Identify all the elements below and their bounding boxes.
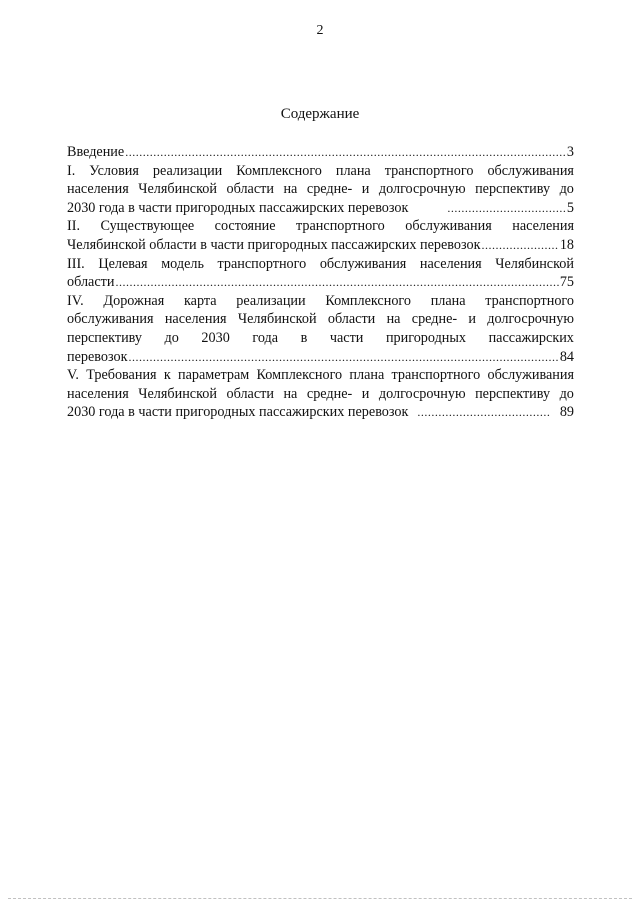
toc-entry-line (67, 348, 574, 367)
toc-word: Требования (86, 367, 157, 384)
toc-page-number: 3 (566, 144, 574, 160)
toc-word: населения (164, 311, 227, 328)
toc-word: IV. (67, 292, 84, 309)
toc-page-number: 84 (559, 348, 574, 365)
toc-word: Челябинской (495, 255, 574, 272)
toc-word: Комплексного (236, 162, 322, 179)
toc-page-number: 75 (559, 274, 574, 291)
toc-entry-line (67, 385, 574, 404)
toc-word: транспортного (296, 218, 385, 235)
toc-entry-introduction[interactable] (67, 143, 574, 162)
toc-word: состояние (214, 218, 276, 235)
dot-leader (115, 273, 558, 292)
toc-entry-line (67, 255, 574, 274)
toc-entry-section-1[interactable] (67, 162, 574, 218)
dot-leader (128, 348, 558, 367)
toc-word: до (559, 385, 574, 402)
toc-word: реализации (152, 162, 223, 179)
toc-word: III. (67, 255, 85, 272)
toc-word: средне- (306, 181, 353, 198)
toc-word: плана (349, 367, 385, 384)
toc-word: модель (161, 255, 204, 272)
scan-edge (8, 898, 632, 899)
toc-word: средне- (306, 385, 353, 402)
toc-word: обслуживания (67, 311, 154, 328)
toc-entry-title: области (67, 274, 115, 291)
dot-leader (125, 143, 566, 162)
toc-word: долгосрочную (487, 311, 574, 328)
toc-word: на (283, 385, 298, 402)
toc-word: к (163, 367, 171, 384)
toc-entry-section-2[interactable] (67, 217, 574, 254)
toc-word: на (283, 181, 298, 198)
toc-word: в (300, 329, 308, 346)
toc-word: населения (512, 218, 574, 235)
toc-word: карта (183, 292, 217, 309)
toc-word: пригородных (385, 329, 467, 346)
toc-entry-title: перевозок (67, 348, 128, 365)
toc-entry-title: Введение (67, 144, 125, 160)
toc-word: II. (67, 218, 80, 235)
toc-word: года (252, 329, 279, 346)
table-of-contents (67, 143, 574, 422)
toc-word: обслуживания (319, 255, 407, 272)
toc-word: Условия (89, 162, 139, 179)
toc-word: перспективу (475, 181, 551, 198)
toc-word: долгосрочную (378, 385, 466, 402)
toc-entry-section-4[interactable] (67, 292, 574, 366)
toc-title: Содержание (280, 106, 360, 122)
dot-leader (447, 199, 566, 218)
toc-word: области (226, 181, 274, 198)
toc-entry-line (67, 199, 574, 218)
toc-word: Целевая (98, 255, 148, 272)
toc-word: плана (430, 292, 466, 309)
toc-word: перспективу (67, 329, 142, 346)
toc-word: и (468, 311, 476, 328)
toc-word: реализации (236, 292, 306, 309)
toc-word: Челябинской (138, 181, 217, 198)
toc-entry-title: 2030 года в части пригородных пассажирских перевозок (67, 404, 409, 421)
toc-entry-section-5[interactable] (67, 366, 574, 422)
toc-entry-line (67, 180, 574, 199)
toc-word: Комплексного (256, 367, 343, 384)
toc-word: и (361, 181, 370, 198)
toc-word: части (329, 329, 364, 346)
toc-page-number: 89 (559, 404, 574, 421)
toc-word: Комплексного (325, 292, 411, 309)
toc-word: 2030 (201, 329, 230, 346)
toc-entry-line (67, 292, 574, 311)
toc-word: до (559, 181, 574, 198)
toc-word: V. (67, 367, 79, 384)
toc-entry-line (67, 329, 574, 348)
toc-word: Челябинской (138, 385, 217, 402)
toc-word: плана (335, 162, 371, 179)
toc-word: транспортного (384, 162, 474, 179)
toc-page-number: 18 (559, 236, 574, 253)
page-number: 2 (316, 23, 324, 38)
toc-entry-section-3[interactable] (67, 255, 574, 292)
toc-page-number: 5 (566, 199, 574, 216)
toc-word: средне- (411, 311, 458, 328)
toc-word: населения (419, 255, 482, 272)
dot-leader (417, 403, 550, 422)
toc-word: Дорожная (103, 292, 165, 309)
toc-word: обслуживания (487, 367, 574, 384)
toc-word: транспортного (485, 292, 574, 309)
dot-leader (481, 236, 558, 255)
toc-word: транспортного (217, 255, 307, 272)
toc-entry-line (67, 217, 574, 236)
toc-entry-line (67, 162, 574, 181)
toc-word: параметрам (177, 367, 250, 384)
toc-word: и (361, 385, 370, 402)
toc-word: обслуживания (405, 218, 492, 235)
toc-word: долгосрочную (378, 181, 466, 198)
toc-word: обслуживания (487, 162, 574, 179)
toc-entry-line (67, 403, 574, 422)
toc-entry-line (67, 273, 574, 292)
toc-word: на (386, 311, 401, 328)
toc-word: транспортного (391, 367, 481, 384)
toc-entry-line (67, 310, 574, 329)
toc-entry-line (67, 236, 574, 255)
toc-word: до (164, 329, 179, 346)
toc-word: перспективу (475, 385, 551, 402)
toc-word: населения (67, 385, 129, 402)
toc-word: пассажирских (488, 329, 574, 346)
toc-entry-title: Челябинской области в части пригородных пассажирских перевозок (67, 236, 481, 253)
toc-word: Существующее (100, 218, 195, 235)
toc-entry-title: 2030 года в части пригородных пассажирских перевозок (67, 199, 409, 216)
toc-word: I. (67, 162, 76, 179)
toc-word: области (226, 385, 274, 402)
toc-word: Челябинской (237, 311, 317, 328)
toc-entry-line (67, 366, 574, 385)
toc-word: области (327, 311, 376, 328)
toc-word: населения (67, 181, 129, 198)
